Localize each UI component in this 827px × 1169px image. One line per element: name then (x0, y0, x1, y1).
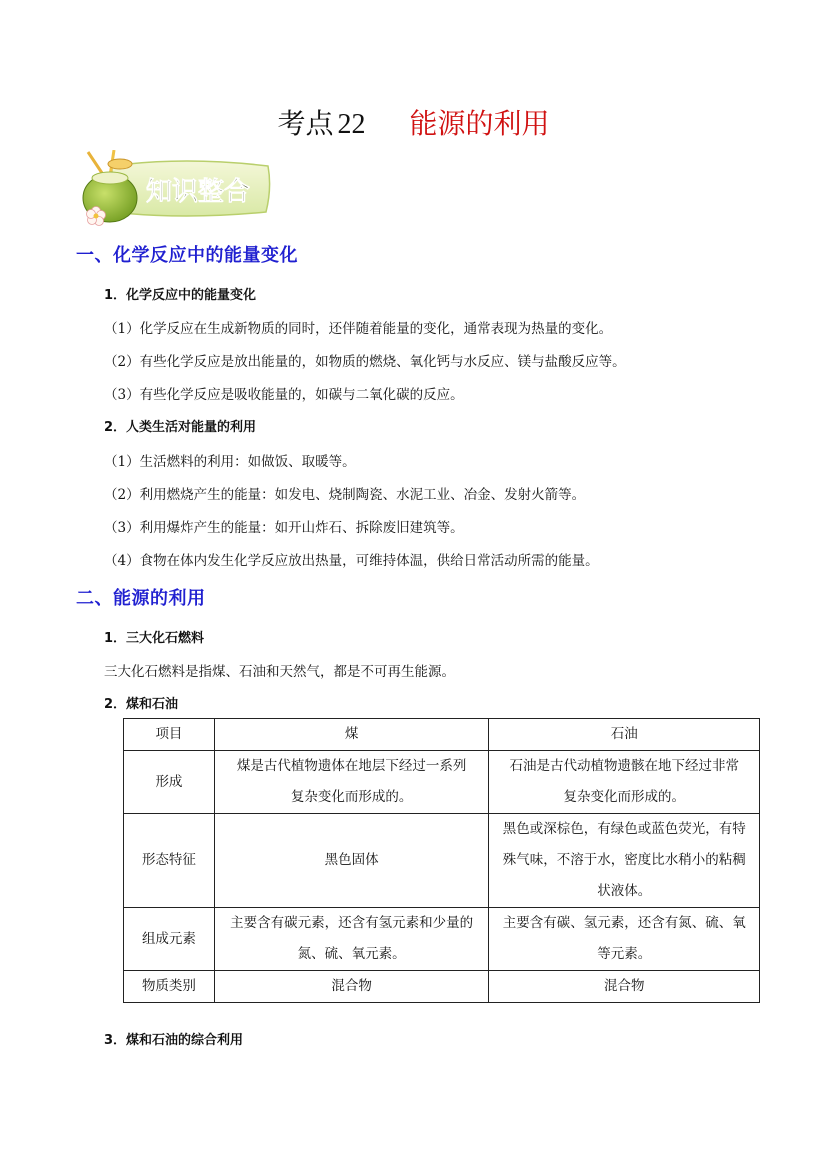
table-header-cell: 石油 (489, 719, 760, 751)
banner-label: 知识整合 (145, 177, 251, 207)
cell-line: 等元素。 (597, 946, 652, 962)
subsection-heading: 2．煤和石油 (104, 697, 179, 712)
row-label: 形成 (124, 751, 215, 814)
oil-cell (489, 971, 760, 1003)
cell-line: 黑色或深棕色，有绿色或蓝色荧光，有特 (502, 821, 746, 837)
paragraph: 三大化石燃料是指煤、石油和天然气，都是不可再生能源。 (104, 664, 455, 680)
table-row (124, 814, 760, 908)
subsection-heading: 1．化学反应中的能量变化 (104, 288, 257, 303)
cell-line: 黑色固体 (324, 852, 379, 868)
row-label: 组成元素 (124, 908, 215, 971)
cell-line: 混合物 (331, 978, 372, 994)
coal-cell (214, 908, 489, 971)
cell-line: 复杂变化而形成的。 (290, 789, 413, 805)
cell-line: 主要含有碳元素，还含有氢元素和少量的 (230, 915, 474, 931)
coconut-drink-icon (83, 150, 137, 226)
table-row (124, 908, 760, 971)
cell-line: 石油是古代动植物遗骸在地下经过非常 (509, 758, 739, 774)
cell-line: 复杂变化而形成的。 (563, 789, 685, 805)
table-header-cell: 项目 (124, 719, 215, 751)
oil-cell (489, 814, 760, 908)
table-row (124, 751, 760, 814)
row-label: 形态特征 (124, 814, 215, 908)
coal-cell (214, 971, 489, 1003)
coal-cell (214, 751, 489, 814)
paragraph: （1）生活燃料的利用：如做饭、取暖等。 (104, 454, 356, 470)
row-label: 物质类别 (124, 971, 215, 1003)
table-row (124, 971, 760, 1003)
paragraph: （4）食物在体内发生化学反应放出热量，可维持体温，供给日常活动所需的能量。 (104, 553, 599, 569)
table-header-row (124, 719, 760, 751)
cell-line: 煤是古代植物遗体在地层下经过一系列 (236, 758, 467, 774)
section-heading-energy-change: 一、化学反应中的能量变化 (76, 245, 298, 266)
oil-cell (489, 751, 760, 814)
title-number: 22 (337, 109, 366, 140)
cell-line: 氮、硫、氧元素。 (297, 946, 406, 962)
title-prefix: 考点 (277, 107, 334, 140)
paragraph: （2）利用燃烧产生的能量：如发电、烧制陶瓷、水泥工业、冶金、发射火箭等。 (104, 487, 586, 503)
oil-cell (489, 908, 760, 971)
cell-line: 状液体。 (597, 883, 652, 899)
coal-oil-table (123, 718, 760, 1003)
title-main: 能源的利用 (409, 107, 550, 140)
knowledge-banner (74, 150, 274, 226)
paragraph: （2）有些化学反应是放出能量的，如物质的燃烧、氧化钙与水反应、镁与盐酸反应等。 (104, 354, 626, 370)
subsection-heading: 3．煤和石油的综合利用 (104, 1033, 244, 1048)
cell-line: 殊气味，不溶于水，密度比水稍小的粘稠 (502, 852, 746, 868)
cell-line: 混合物 (603, 978, 645, 994)
table-header-cell: 煤 (214, 719, 489, 751)
subsection-heading: 2．人类生活对能量的利用 (104, 420, 257, 435)
paragraph: （1）化学反应在生成新物质的同时，还伴随着能量的变化，通常表现为热量的变化。 (104, 321, 613, 337)
cell-line: 主要含有碳、氢元素，还含有氮、硫、氧 (502, 915, 746, 931)
section-heading-energy-use: 二、能源的利用 (76, 588, 206, 609)
page-title (0, 104, 827, 145)
paragraph: （3）有些化学反应是吸收能量的，如碳与二氧化碳的反应。 (104, 387, 464, 403)
subsection-heading: 1．三大化石燃料 (104, 631, 205, 646)
paragraph: （3）利用爆炸产生的能量：如开山炸石、拆除废旧建筑等。 (104, 520, 464, 536)
coal-cell (214, 814, 489, 908)
